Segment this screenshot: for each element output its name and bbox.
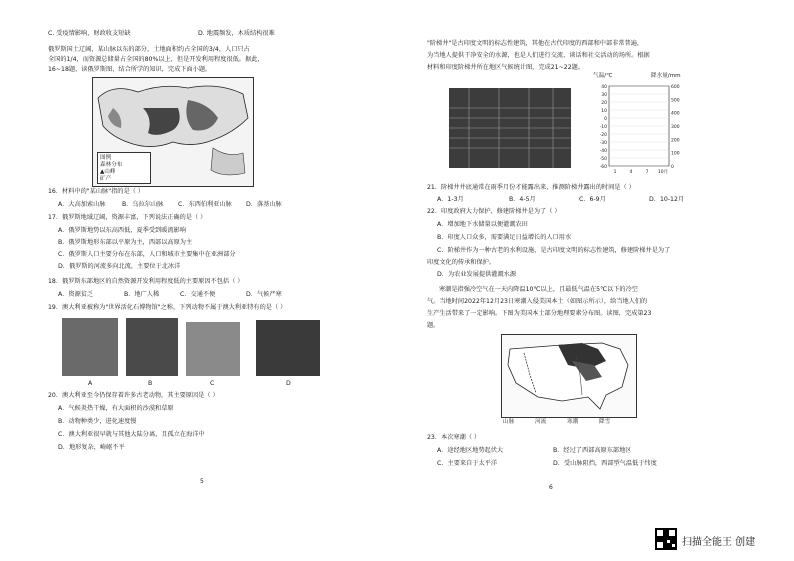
climate-right-tick: 100	[671, 151, 680, 157]
page-number-left: 5	[200, 478, 204, 485]
qr-logo-icon	[655, 528, 677, 550]
russia-map	[92, 77, 254, 187]
climate-chart-plot	[593, 72, 693, 178]
climate-left-tick: 30	[601, 93, 607, 98]
q23-option-b: B．经过了西部高原东部地区	[553, 447, 632, 454]
climate-left-tick: 0	[604, 117, 607, 122]
right-intro-3: 材料和印度阶梯井所在地区气候统计图，完成21~22题。	[427, 64, 585, 71]
climate-left-tick: -60	[599, 165, 607, 170]
page-number-right: 6	[549, 484, 553, 491]
q19-label-d: D	[286, 380, 291, 387]
photo-c-sheep	[186, 322, 240, 376]
climate-x-tick: 10月	[657, 170, 669, 175]
climate-chart	[593, 72, 693, 178]
q20-stem: 20．澳大利亚至今仍保存着许多古老动物，其主要原因是（ ）	[48, 392, 219, 399]
q17-stem: 17．俄罗斯地域辽阔，资源丰富，下列说法正确的是（ ）	[48, 214, 207, 221]
photo-d-kangaroo	[256, 320, 320, 376]
climate-right-tick: 400	[671, 111, 680, 117]
climate-right-tick: 500	[671, 98, 680, 104]
right-intro-1: "阶梯井"是古印度文明的标志性建筑，其他在古代印度的西部和中部非常普遍，	[427, 40, 644, 47]
q21-option-d: D．10-12月	[649, 196, 685, 203]
scanner-watermark: 扫描全能王 创建	[682, 537, 756, 548]
cold-wave-intro-3: 生产生活带来了一定影响。下图为美国本土部分地理要素分布图。读图，完成第23	[427, 310, 652, 317]
climate-left-tick: -30	[599, 141, 607, 146]
legend-mineral: 矿产	[100, 176, 112, 182]
climate-x-tick: 1	[613, 170, 617, 175]
climate-left-tick: 10	[601, 109, 607, 114]
climate-right-label: 降水量/mm	[651, 73, 681, 79]
q18-option-a: A．资源贫乏	[58, 291, 94, 298]
us-map-drawing	[502, 335, 636, 417]
q21-stem: 21．阶梯井井底通常在雨季月份才能露出来，推测阶梯井露出的时间是（ ）	[427, 184, 635, 191]
q17-option-d: D．俄罗斯的河流多向北流，主要位于北冰洋	[58, 263, 181, 270]
q18-option-d: D．气候严寒	[246, 291, 282, 298]
climate-right-tick: 200	[671, 138, 680, 144]
legend-title: 图例	[100, 155, 112, 161]
climate-left-tick: -50	[599, 157, 607, 162]
climate-right-tick: 600	[671, 85, 680, 90]
q22-option-c: C．阶梯井作为一种古老的水利设施，是古印度文明的标志性建筑，修建阶梯井是为了	[437, 247, 671, 254]
q20-option-b: B．动物种类少，进化速度慢	[58, 418, 137, 425]
intro-line-1: 俄罗斯国土辽阔，某山脉以东的部分，土地面积约占全国的3/4，人口只占	[48, 46, 250, 53]
q22-stem: 22．印度政府大力保护、修建阶梯井是为了（ ）	[427, 208, 561, 215]
cold-wave-intro-1: 寒潮是指强冷空气在一天内降温10℃以上，且最低气温在5℃以下的冷空	[439, 286, 638, 293]
q21-option-a: A．1-3月	[437, 196, 464, 203]
us-legend-snow: 降雪	[599, 419, 611, 425]
q22-option-d: D．为农业发展提供灌溉水源	[437, 271, 517, 278]
stepwell-photo	[449, 88, 571, 168]
right-intro-2: 为当地人提供干净安全的水源，也是人们进行交流、谈话和社交活动的场所。根据	[427, 52, 650, 59]
q20-option-d: D．地形复杂，崎岖不平	[58, 444, 125, 451]
climate-left-tick: 40	[601, 85, 607, 90]
q16-stem: 16．材料中的"某山脉"指的是（ ）	[48, 188, 144, 195]
q21-option-c: C．6-9月	[579, 196, 606, 203]
q16-option-b: B．乌拉尔山脉	[122, 201, 164, 208]
q20-option-a: A．气候炎热干燥，有大面积的沙漠和草原	[58, 405, 174, 412]
q18-option-c: C．交通不便	[180, 291, 216, 298]
photo-a-monkey	[62, 318, 118, 376]
q21-option-b: B．4-5月	[509, 196, 536, 203]
q22-option-b: B．印度人口众多，需要满足日益增长的人口用水	[437, 234, 572, 241]
climate-x-tick: 7	[645, 170, 649, 175]
intro-line-3: 16~18题，读俄罗斯图，结合所学的知识，完成下面小题。	[48, 66, 212, 73]
q18-stem: 18．俄罗斯东部地区的自然资源开发利用程度低的主要原因不包括（ ）	[48, 278, 244, 285]
q17-option-b: B．俄罗斯地形东部以平原为主，西部以高原为主	[58, 239, 193, 246]
climate-right-tick: 300	[671, 125, 680, 130]
legend-forest: 森林分布	[100, 162, 123, 168]
climate-left-tick: -10	[599, 125, 607, 130]
q23-option-d: D．受山脉阻挡，西部型气温低于纬度	[553, 460, 657, 467]
q15-option-c: C. 受疫情影响，财政收支短缺	[48, 30, 131, 37]
q16-option-a: A．大高加索山脉	[58, 201, 106, 208]
us-legend-river: 河流	[535, 419, 547, 425]
map-legend	[97, 152, 151, 184]
right-page	[397, 0, 794, 561]
us-legend-mountain: 山脉	[503, 419, 515, 425]
climate-right-tick: 0	[671, 165, 674, 170]
cold-wave-intro-4: 题。	[427, 322, 440, 329]
q19-stem: 19．澳大利亚被称为"世界活化石博物馆"之称，下列动物不属于澳大利亚特有的是（ ）	[48, 304, 287, 311]
photo-b-parrot	[126, 318, 178, 376]
stepwell-pattern	[449, 88, 571, 168]
legend-peak: ▲山峰	[100, 169, 116, 175]
climate-left-tick: -20	[599, 133, 607, 138]
climate-left-tick: 20	[601, 101, 607, 106]
q23-option-c: C．主要来自于太平洋	[437, 460, 498, 467]
us-map	[501, 334, 637, 418]
q19-label-c: C	[210, 380, 215, 387]
q16-option-c: C．东西伯利亚山脉	[178, 201, 232, 208]
q22-option-a: A．增加地下水储量以便灌溉农田	[437, 221, 528, 228]
intro-line-2: 全国的1/4，而资源总储量占全国的80%以上，但是开发利用程度很低。据此，	[48, 56, 264, 63]
q19-label-b: B	[148, 380, 153, 387]
q23-option-a: A．途经地区地势起伏大	[437, 447, 504, 454]
q18-option-b: B．地广人稀	[124, 291, 160, 298]
q16-option-d: D．落基山脉	[246, 201, 282, 208]
us-legend-cold-wave: 寒潮	[567, 419, 579, 425]
q20-option-c: C．澳大利亚很早就与其他大陆分离，且孤立在海洋中	[58, 431, 205, 438]
q23-stem: 23．本次寒潮（ ）	[427, 434, 481, 441]
climate-left-label: 气温/℃	[593, 73, 613, 79]
q22-option-c-cont: 印度文化的传承和保护。	[427, 259, 496, 266]
q17-option-c: C．俄罗斯人口主要分布在东部，人口和城市主要集中在亚洲部分	[58, 251, 236, 258]
climate-left-tick: -40	[599, 149, 607, 154]
q19-label-a: A	[88, 380, 93, 387]
cold-wave-intro-2: 气。当地时间2022年12月23日寒潮入侵美国本土（如图示所示），给当地人们的	[427, 298, 648, 305]
climate-x-tick: 4	[629, 170, 633, 175]
q17-option-a: A．俄罗斯地势以东高西低，夏季受到暖流影响	[58, 227, 186, 234]
q15-option-d: D. 地震频发，木质结构很难	[198, 30, 275, 37]
